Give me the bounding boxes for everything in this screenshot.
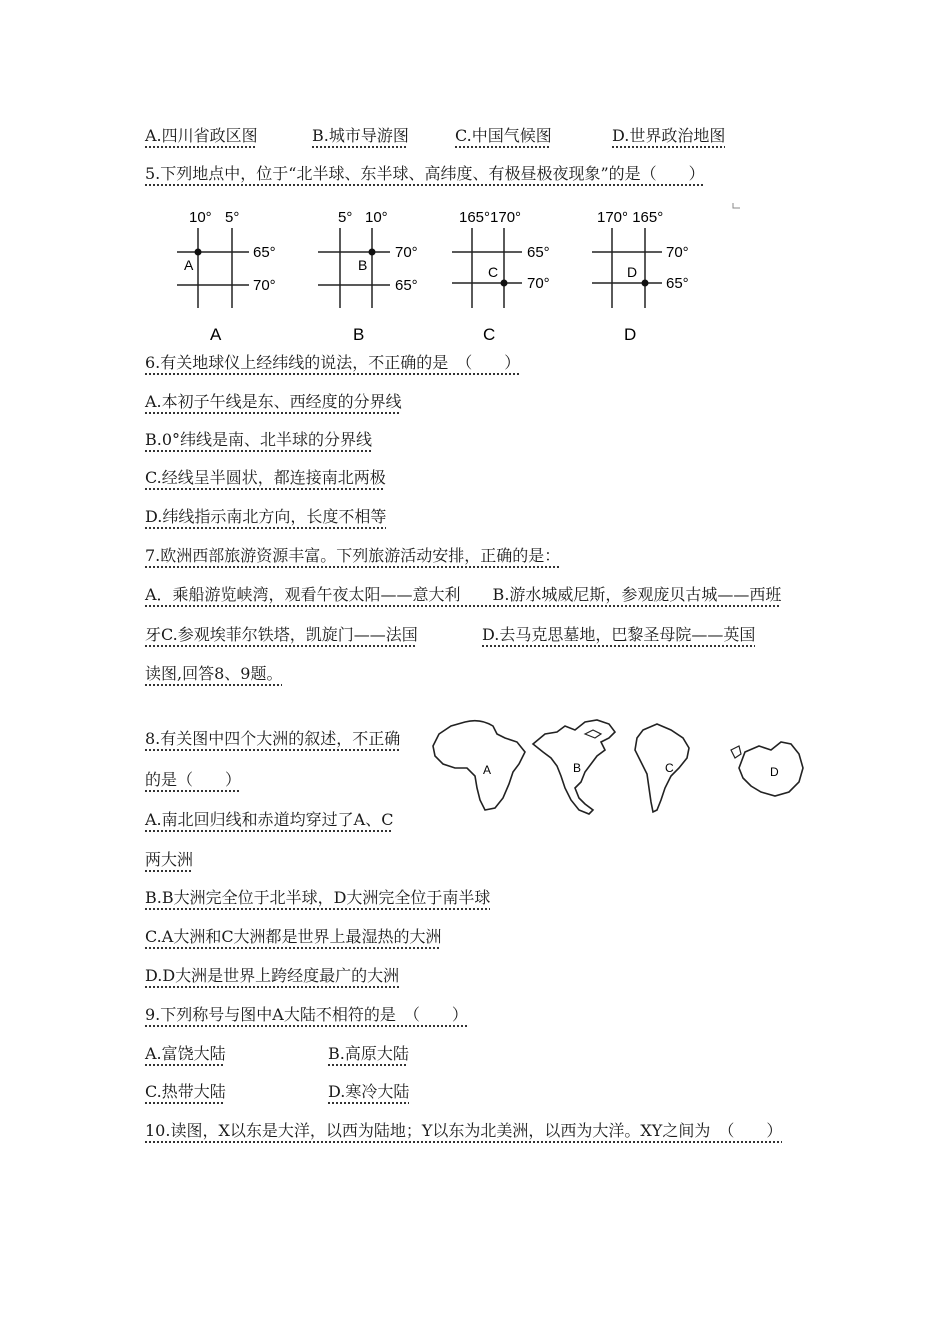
q6-stem: 6.有关地球仪上经纬线的说法，不正确的是 （ ） <box>145 353 521 372</box>
grid-b-lon-label: 10° <box>365 209 388 226</box>
continent-b-label: B <box>573 761 582 775</box>
q5-latlon-grids <box>165 200 785 350</box>
q9-stem: 9.下列称号与图中A大陆不相符的是 （ ） <box>145 1005 468 1024</box>
q8-stem-line2: 的是（ ） <box>145 770 242 789</box>
grid-a-point-label: A <box>184 257 194 273</box>
q6-option-b: B.0°纬线是南、北半球的分界线 <box>145 430 373 449</box>
q6-option-d: D.纬线指示南北方向，长度不相等 <box>145 507 387 526</box>
intro-8-9: 读图,回答8、9题。 <box>145 664 283 683</box>
q7-options-line1: A．乘船游览峡湾，观看午夜太阳——意大利 B.游水城威尼斯，参观庞贝古城——西班 <box>145 585 782 604</box>
q4-option-c: C.中国气候图 <box>455 126 552 145</box>
grid-d <box>592 209 689 344</box>
q9-option-a: A.富饶大陆 <box>145 1044 226 1063</box>
q9-option-d: D.寒冷大陆 <box>328 1082 410 1101</box>
continent-c-label: C <box>665 761 674 775</box>
continent-a-outline <box>433 721 525 810</box>
grid-b-caption: B <box>353 325 365 344</box>
grid-b <box>318 209 418 344</box>
q4-option-d: D.世界政治地图 <box>612 126 726 145</box>
grid-b-point <box>369 249 376 256</box>
q8-option-a-line2: 两大洲 <box>145 850 194 869</box>
grid-a-lat-label: 65° <box>253 244 276 261</box>
q7-option-c: 牙C.参观埃菲尔铁塔，凯旋门——法国 <box>145 625 418 644</box>
continent-d-label: D <box>770 765 779 779</box>
grid-b-lat-label: 70° <box>395 244 418 261</box>
q8-option-b: B.B大洲完全位于北半球，D大洲完全位于南半球 <box>145 888 491 907</box>
grid-a <box>177 209 276 344</box>
q7-option-d: D.去马克思墓地，巴黎圣母院——英国 <box>482 625 756 644</box>
grid-a-caption: A <box>210 325 222 344</box>
grid-c-lat-label: 65° <box>527 244 550 261</box>
grid-a-lon-label: 10° <box>189 209 212 226</box>
corner-mark <box>733 203 740 208</box>
grid-c-point <box>501 280 508 287</box>
grid-c-point-label: C <box>488 264 499 280</box>
grid-d-point <box>642 280 649 287</box>
grid-d-lat-label: 65° <box>666 275 689 292</box>
q9-option-c: C.热带大陆 <box>145 1082 226 1101</box>
grid-d-lat-label: 70° <box>666 244 689 261</box>
q4-option-b: B.城市导游图 <box>312 126 409 145</box>
continent-a-label: A <box>483 763 492 777</box>
grid-d-caption: D <box>624 325 637 344</box>
q8-option-d: D.D大洲是世界上跨经度最广的大洲 <box>145 966 400 985</box>
grid-b-point-label: B <box>358 257 368 273</box>
continent-c-outline <box>635 724 689 812</box>
grid-b-lon-label: 5° <box>338 209 353 226</box>
grid-a-point <box>195 249 202 256</box>
grid-d-point-label: D <box>627 264 638 280</box>
q10-stem: 10.读图，X以东是大洋，以西为陆地；Y以东为北美洲，以西为大洋。XY之间为 （ ） <box>145 1121 783 1140</box>
q6-option-c: C.经线呈半圆状，都连接南北两极 <box>145 468 386 487</box>
q7-stem: 7.欧洲西部旅游资源丰富。下列旅游活动安排，正确的是： <box>145 546 561 565</box>
grid-a-lon-label: 5° <box>225 209 240 226</box>
grid-c <box>452 209 550 344</box>
q8-option-c: C.A大洲和C大洲都是世界上最湿热的大洲 <box>145 927 442 946</box>
grid-d-lon-label: 170° 165° <box>597 209 664 226</box>
grid-c-lon-label: 165°170° <box>459 209 522 226</box>
q5-stem: 5.下列地点中，位于“北半球、东半球、高纬度、有极昼极夜现象”的是（ ） <box>145 164 705 183</box>
q6-option-a: A.本初子午线是东、西经度的分界线 <box>145 392 402 411</box>
q8-option-a-line1: A.南北回归线和赤道均穿过了A、C <box>145 810 394 829</box>
grid-a-lat-label: 70° <box>253 277 276 294</box>
continents-map <box>425 712 815 822</box>
grid-c-lat-label: 70° <box>527 275 550 292</box>
grid-b-lat-label: 65° <box>395 277 418 294</box>
q4-option-a: A.四川省政区图 <box>145 126 258 145</box>
grid-c-caption: C <box>483 325 496 344</box>
q8-stem-line1: 8.有关图中四个大洲的叙述，不正确 <box>145 729 401 748</box>
q9-option-b: B.高原大陆 <box>328 1044 409 1063</box>
